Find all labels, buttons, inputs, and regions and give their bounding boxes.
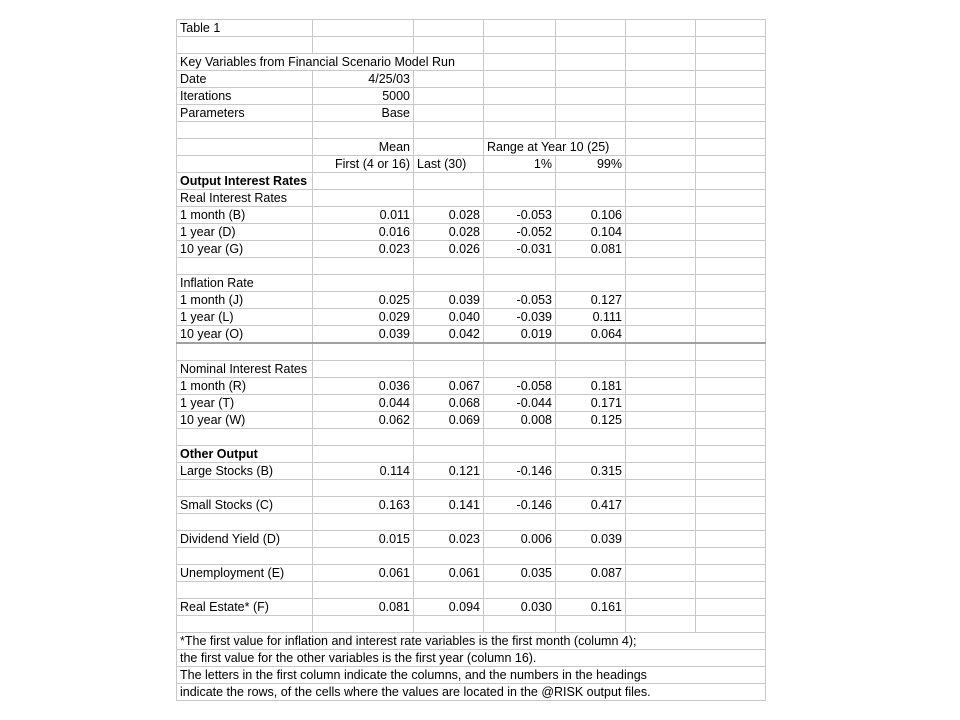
empty-cell[interactable] — [556, 37, 626, 54]
row-label[interactable]: Real Estate* (F) — [177, 599, 313, 616]
header-row-1 — [177, 139, 766, 156]
empty-cell[interactable] — [484, 37, 556, 54]
percentile-1-value[interactable]: -0.039 — [484, 309, 556, 326]
empty-cell[interactable] — [313, 548, 414, 565]
mean-first-value[interactable]: 0.062 — [313, 412, 414, 429]
meta-row — [177, 71, 766, 88]
caption-row — [177, 20, 766, 37]
empty-cell[interactable] — [696, 88, 766, 105]
header-first[interactable]: First (4 or 16) — [313, 156, 414, 173]
mean-last-value[interactable]: 0.067 — [414, 378, 484, 395]
empty-cell[interactable] — [414, 429, 484, 446]
section-heading[interactable]: Output Interest Rates — [177, 173, 313, 190]
section-heading[interactable]: Other Output — [177, 446, 313, 463]
percentile-99-value[interactable]: 0.104 — [556, 224, 626, 241]
empty-cell[interactable] — [556, 173, 626, 190]
empty-cell[interactable] — [626, 139, 696, 156]
mean-last-value[interactable]: 0.039 — [414, 292, 484, 309]
empty-cell[interactable] — [484, 71, 556, 88]
mean-last-value[interactable]: 0.028 — [414, 224, 484, 241]
empty-cell[interactable] — [484, 20, 556, 37]
subsection-heading[interactable]: Inflation Rate — [177, 275, 313, 292]
empty-cell[interactable] — [177, 480, 313, 497]
blank-row — [177, 480, 766, 497]
empty-cell[interactable] — [313, 343, 414, 361]
empty-cell[interactable] — [626, 361, 696, 378]
percentile-99-value[interactable]: 0.039 — [556, 531, 626, 548]
empty-cell[interactable] — [626, 71, 696, 88]
percentile-1-value[interactable]: -0.031 — [484, 241, 556, 258]
empty-cell[interactable] — [177, 37, 313, 54]
empty-cell[interactable] — [626, 497, 696, 514]
other-output-row — [177, 463, 766, 480]
other-output-row — [177, 531, 766, 548]
empty-cell[interactable] — [626, 514, 696, 531]
empty-cell[interactable] — [414, 37, 484, 54]
footnote-text[interactable]: *The first value for inflation and interest rate variables is the first month (column 4); — [177, 633, 766, 650]
empty-cell[interactable] — [484, 122, 556, 139]
empty-cell[interactable] — [696, 207, 766, 224]
row-label[interactable]: Unemployment (E) — [177, 565, 313, 582]
empty-cell[interactable] — [696, 497, 766, 514]
mean-first-value[interactable]: 0.039 — [313, 326, 414, 344]
empty-cell[interactable] — [414, 616, 484, 633]
empty-cell[interactable] — [626, 343, 696, 361]
empty-cell[interactable] — [556, 275, 626, 292]
empty-cell[interactable] — [484, 514, 556, 531]
mean-first-value[interactable]: 0.015 — [313, 531, 414, 548]
mean-last-value[interactable]: 0.026 — [414, 241, 484, 258]
empty-cell[interactable] — [696, 292, 766, 309]
empty-cell[interactable] — [556, 88, 626, 105]
empty-cell[interactable] — [414, 514, 484, 531]
footnote-text[interactable]: the first value for the other variables is the first year (column 16). — [177, 650, 766, 667]
percentile-1-value[interactable]: 0.019 — [484, 326, 556, 344]
nominal-rate-row — [177, 412, 766, 429]
percentile-1-value[interactable]: -0.053 — [484, 207, 556, 224]
empty-cell[interactable] — [484, 548, 556, 565]
section-row — [177, 275, 766, 292]
empty-cell[interactable] — [696, 480, 766, 497]
percentile-1-value[interactable]: 0.035 — [484, 565, 556, 582]
empty-cell[interactable] — [696, 258, 766, 275]
empty-cell[interactable] — [484, 88, 556, 105]
empty-cell[interactable] — [177, 429, 313, 446]
empty-cell[interactable] — [696, 548, 766, 565]
mean-last-value[interactable]: 0.028 — [414, 207, 484, 224]
percentile-99-value[interactable]: 0.111 — [556, 309, 626, 326]
percentile-99-value[interactable]: 0.087 — [556, 565, 626, 582]
other-output-row — [177, 599, 766, 616]
empty-cell[interactable] — [313, 275, 414, 292]
empty-cell[interactable] — [626, 531, 696, 548]
empty-cell[interactable] — [696, 395, 766, 412]
blank-row — [177, 582, 766, 599]
empty-cell[interactable] — [484, 361, 556, 378]
empty-cell[interactable] — [556, 343, 626, 361]
meta-value[interactable]: 4/25/03 — [313, 71, 414, 88]
empty-cell[interactable] — [626, 326, 696, 344]
section-row — [177, 361, 766, 378]
empty-cell[interactable] — [696, 599, 766, 616]
empty-cell[interactable] — [177, 616, 313, 633]
empty-cell[interactable] — [696, 429, 766, 446]
meta-label[interactable]: Date — [177, 71, 313, 88]
blank-row — [177, 514, 766, 531]
row-label[interactable]: Large Stocks (B) — [177, 463, 313, 480]
empty-cell[interactable] — [626, 190, 696, 207]
note-row — [177, 667, 766, 684]
empty-cell[interactable] — [626, 20, 696, 37]
empty-cell[interactable] — [696, 37, 766, 54]
mean-first-value[interactable]: 0.061 — [313, 565, 414, 582]
empty-cell[interactable] — [484, 446, 556, 463]
empty-cell[interactable] — [696, 71, 766, 88]
empty-cell[interactable] — [626, 395, 696, 412]
mean-first-value[interactable]: 0.163 — [313, 497, 414, 514]
empty-cell[interactable] — [556, 616, 626, 633]
percentile-99-value[interactable]: 0.171 — [556, 395, 626, 412]
empty-cell[interactable] — [696, 139, 766, 156]
empty-cell[interactable] — [484, 105, 556, 122]
mean-last-value[interactable]: 0.141 — [414, 497, 484, 514]
blank-row — [177, 258, 766, 275]
empty-cell[interactable] — [414, 361, 484, 378]
empty-cell[interactable] — [313, 37, 414, 54]
empty-cell[interactable] — [414, 582, 484, 599]
row-label[interactable]: 10 year (G) — [177, 241, 313, 258]
empty-cell[interactable] — [626, 446, 696, 463]
empty-cell[interactable] — [696, 412, 766, 429]
title-row — [177, 54, 766, 71]
empty-cell[interactable] — [556, 122, 626, 139]
row-label[interactable]: 1 month (J) — [177, 292, 313, 309]
header-p99[interactable]: 99% — [556, 156, 626, 173]
empty-cell[interactable] — [696, 173, 766, 190]
row-label[interactable]: 1 year (T) — [177, 395, 313, 412]
empty-cell[interactable] — [177, 156, 313, 173]
percentile-1-value[interactable]: 0.006 — [484, 531, 556, 548]
empty-cell[interactable] — [556, 258, 626, 275]
empty-cell[interactable] — [626, 224, 696, 241]
empty-cell[interactable] — [626, 599, 696, 616]
header-range[interactable]: Range at Year 10 (25) — [484, 139, 626, 156]
empty-cell[interactable] — [696, 378, 766, 395]
empty-cell[interactable] — [484, 173, 556, 190]
empty-cell[interactable] — [556, 361, 626, 378]
empty-cell[interactable] — [626, 241, 696, 258]
inflation-row — [177, 309, 766, 326]
percentile-99-value[interactable]: 0.315 — [556, 463, 626, 480]
empty-cell[interactable] — [626, 582, 696, 599]
percentile-1-value[interactable]: -0.058 — [484, 378, 556, 395]
row-label[interactable]: Small Stocks (C) — [177, 497, 313, 514]
empty-cell[interactable] — [626, 88, 696, 105]
empty-cell[interactable] — [313, 514, 414, 531]
empty-cell[interactable] — [556, 190, 626, 207]
real-rate-row — [177, 224, 766, 241]
meta-value[interactable]: Base — [313, 105, 414, 122]
empty-cell[interactable] — [626, 156, 696, 173]
row-label[interactable]: 1 year (D) — [177, 224, 313, 241]
blank-row — [177, 343, 766, 361]
empty-cell[interactable] — [696, 463, 766, 480]
empty-cell[interactable] — [484, 343, 556, 361]
empty-cell[interactable] — [484, 258, 556, 275]
empty-cell[interactable] — [484, 480, 556, 497]
empty-cell[interactable] — [696, 514, 766, 531]
empty-cell[interactable] — [626, 122, 696, 139]
mean-last-value[interactable]: 0.023 — [414, 531, 484, 548]
empty-cell[interactable] — [484, 54, 556, 71]
empty-cell[interactable] — [414, 105, 484, 122]
percentile-99-value[interactable]: 0.161 — [556, 599, 626, 616]
mean-first-value[interactable]: 0.036 — [313, 378, 414, 395]
empty-cell[interactable] — [626, 480, 696, 497]
empty-cell[interactable] — [177, 139, 313, 156]
empty-cell[interactable] — [414, 548, 484, 565]
empty-cell[interactable] — [556, 514, 626, 531]
empty-cell[interactable] — [484, 582, 556, 599]
empty-cell[interactable] — [626, 412, 696, 429]
empty-cell[interactable] — [556, 582, 626, 599]
percentile-1-value[interactable]: -0.044 — [484, 395, 556, 412]
percentile-1-value[interactable]: -0.052 — [484, 224, 556, 241]
empty-cell[interactable] — [626, 37, 696, 54]
empty-cell[interactable] — [556, 20, 626, 37]
empty-cell[interactable] — [313, 446, 414, 463]
percentile-99-value[interactable]: 0.106 — [556, 207, 626, 224]
mean-first-value[interactable]: 0.081 — [313, 599, 414, 616]
empty-cell[interactable] — [556, 548, 626, 565]
section-row — [177, 190, 766, 207]
other-output-row — [177, 565, 766, 582]
mean-first-value[interactable]: 0.011 — [313, 207, 414, 224]
percentile-1-value[interactable]: 0.030 — [484, 599, 556, 616]
empty-cell[interactable] — [313, 173, 414, 190]
mean-last-value[interactable]: 0.069 — [414, 412, 484, 429]
empty-cell[interactable] — [626, 173, 696, 190]
empty-cell[interactable] — [556, 446, 626, 463]
blank-row — [177, 122, 766, 139]
empty-cell[interactable] — [626, 429, 696, 446]
subsection-heading[interactable]: Nominal Interest Rates — [177, 361, 313, 378]
percentile-99-value[interactable]: 0.181 — [556, 378, 626, 395]
spreadsheet-table — [176, 19, 766, 701]
note-row — [177, 650, 766, 667]
row-label[interactable]: 10 year (O) — [177, 326, 313, 344]
empty-cell[interactable] — [626, 207, 696, 224]
mean-first-value[interactable]: 0.114 — [313, 463, 414, 480]
meta-row — [177, 88, 766, 105]
mean-first-value[interactable]: 0.029 — [313, 309, 414, 326]
empty-cell[interactable] — [313, 122, 414, 139]
empty-cell[interactable] — [626, 275, 696, 292]
empty-cell[interactable] — [414, 139, 484, 156]
empty-cell[interactable] — [177, 122, 313, 139]
blank-row — [177, 548, 766, 565]
empty-cell[interactable] — [177, 258, 313, 275]
empty-cell[interactable] — [313, 190, 414, 207]
meta-value[interactable]: 5000 — [313, 88, 414, 105]
empty-cell[interactable] — [696, 326, 766, 344]
meta-label[interactable]: Parameters — [177, 105, 313, 122]
empty-cell[interactable] — [696, 54, 766, 71]
percentile-99-value[interactable]: 0.125 — [556, 412, 626, 429]
table-title[interactable]: Key Variables from Financial Scenario Model Run — [177, 54, 484, 71]
mean-last-value[interactable]: 0.040 — [414, 309, 484, 326]
empty-cell[interactable] — [696, 105, 766, 122]
empty-cell[interactable] — [626, 616, 696, 633]
section-row — [177, 173, 766, 190]
empty-cell[interactable] — [626, 463, 696, 480]
percentile-99-value[interactable]: 0.127 — [556, 292, 626, 309]
empty-cell[interactable] — [696, 531, 766, 548]
mean-last-value[interactable]: 0.042 — [414, 326, 484, 344]
header-p1[interactable]: 1% — [484, 156, 556, 173]
blank-row — [177, 429, 766, 446]
empty-cell[interactable] — [696, 343, 766, 361]
percentile-1-value[interactable]: -0.053 — [484, 292, 556, 309]
row-label[interactable]: 1 year (L) — [177, 309, 313, 326]
row-label[interactable]: Dividend Yield (D) — [177, 531, 313, 548]
empty-cell[interactable] — [414, 258, 484, 275]
meta-row — [177, 105, 766, 122]
percentile-99-value[interactable]: 0.064 — [556, 326, 626, 344]
empty-cell[interactable] — [414, 122, 484, 139]
empty-cell[interactable] — [696, 156, 766, 173]
empty-cell[interactable] — [313, 258, 414, 275]
real-rate-row — [177, 241, 766, 258]
inflation-row — [177, 326, 766, 344]
blank-row — [177, 37, 766, 54]
empty-cell[interactable] — [696, 122, 766, 139]
header-mean[interactable]: Mean — [313, 139, 414, 156]
empty-cell[interactable] — [696, 309, 766, 326]
footnote-text[interactable]: indicate the rows, of the cells where the values are located in the @RISK output files. — [177, 684, 766, 701]
blank-row — [177, 616, 766, 633]
mean-last-value[interactable]: 0.121 — [414, 463, 484, 480]
row-label[interactable]: 10 year (W) — [177, 412, 313, 429]
empty-cell[interactable] — [414, 275, 484, 292]
empty-cell[interactable] — [696, 616, 766, 633]
empty-cell[interactable] — [414, 446, 484, 463]
empty-cell[interactable] — [626, 548, 696, 565]
empty-cell[interactable] — [414, 480, 484, 497]
nominal-rate-row — [177, 378, 766, 395]
empty-cell[interactable] — [626, 54, 696, 71]
note-row — [177, 633, 766, 650]
empty-cell[interactable] — [177, 548, 313, 565]
mean-last-value[interactable]: 0.061 — [414, 565, 484, 582]
percentile-99-value[interactable]: 0.081 — [556, 241, 626, 258]
mean-first-value[interactable]: 0.023 — [313, 241, 414, 258]
empty-cell[interactable] — [696, 275, 766, 292]
empty-cell[interactable] — [626, 309, 696, 326]
empty-cell[interactable] — [696, 224, 766, 241]
percentile-1-value[interactable]: -0.146 — [484, 463, 556, 480]
empty-cell[interactable] — [626, 292, 696, 309]
empty-cell[interactable] — [313, 582, 414, 599]
mean-first-value[interactable]: 0.025 — [313, 292, 414, 309]
empty-cell[interactable] — [313, 361, 414, 378]
empty-cell[interactable] — [626, 565, 696, 582]
empty-cell[interactable] — [313, 20, 414, 37]
empty-cell[interactable] — [556, 71, 626, 88]
table-caption[interactable]: Table 1 — [177, 20, 313, 37]
empty-cell[interactable] — [696, 565, 766, 582]
nominal-rate-row — [177, 395, 766, 412]
inflation-row — [177, 292, 766, 309]
mean-last-value[interactable]: 0.094 — [414, 599, 484, 616]
mean-first-value[interactable]: 0.016 — [313, 224, 414, 241]
empty-cell[interactable] — [414, 190, 484, 207]
percentile-99-value[interactable]: 0.417 — [556, 497, 626, 514]
empty-cell[interactable] — [626, 258, 696, 275]
empty-cell[interactable] — [414, 20, 484, 37]
empty-cell[interactable] — [696, 190, 766, 207]
meta-label[interactable]: Iterations — [177, 88, 313, 105]
empty-cell[interactable] — [177, 343, 313, 361]
empty-cell[interactable] — [696, 446, 766, 463]
percentile-1-value[interactable]: -0.146 — [484, 497, 556, 514]
other-output-row — [177, 497, 766, 514]
empty-cell[interactable] — [414, 71, 484, 88]
empty-cell[interactable] — [556, 429, 626, 446]
empty-cell[interactable] — [484, 190, 556, 207]
mean-first-value[interactable]: 0.044 — [313, 395, 414, 412]
real-rate-row — [177, 207, 766, 224]
row-label[interactable]: 1 month (R) — [177, 378, 313, 395]
empty-cell[interactable] — [696, 361, 766, 378]
empty-cell[interactable] — [556, 54, 626, 71]
empty-cell[interactable] — [626, 105, 696, 122]
header-row-2 — [177, 156, 766, 173]
empty-cell[interactable] — [414, 343, 484, 361]
empty-cell[interactable] — [414, 88, 484, 105]
empty-cell[interactable] — [696, 582, 766, 599]
empty-cell[interactable] — [484, 616, 556, 633]
empty-cell[interactable] — [313, 480, 414, 497]
section-row — [177, 446, 766, 463]
empty-cell[interactable] — [414, 173, 484, 190]
percentile-1-value[interactable]: 0.008 — [484, 412, 556, 429]
empty-cell[interactable] — [626, 378, 696, 395]
subsection-heading[interactable]: Real Interest Rates — [177, 190, 313, 207]
empty-cell[interactable] — [696, 20, 766, 37]
empty-cell[interactable] — [177, 514, 313, 531]
row-label[interactable]: 1 month (B) — [177, 207, 313, 224]
empty-cell[interactable] — [313, 616, 414, 633]
empty-cell[interactable] — [484, 429, 556, 446]
note-row — [177, 684, 766, 701]
empty-cell[interactable] — [177, 582, 313, 599]
mean-last-value[interactable]: 0.068 — [414, 395, 484, 412]
header-last[interactable]: Last (30) — [414, 156, 484, 173]
footnote-text[interactable]: The letters in the first column indicate the columns, and the numbers in the headings — [177, 667, 766, 684]
empty-cell[interactable] — [696, 241, 766, 258]
empty-cell[interactable] — [556, 105, 626, 122]
empty-cell[interactable] — [556, 480, 626, 497]
empty-cell[interactable] — [313, 429, 414, 446]
empty-cell[interactable] — [484, 275, 556, 292]
